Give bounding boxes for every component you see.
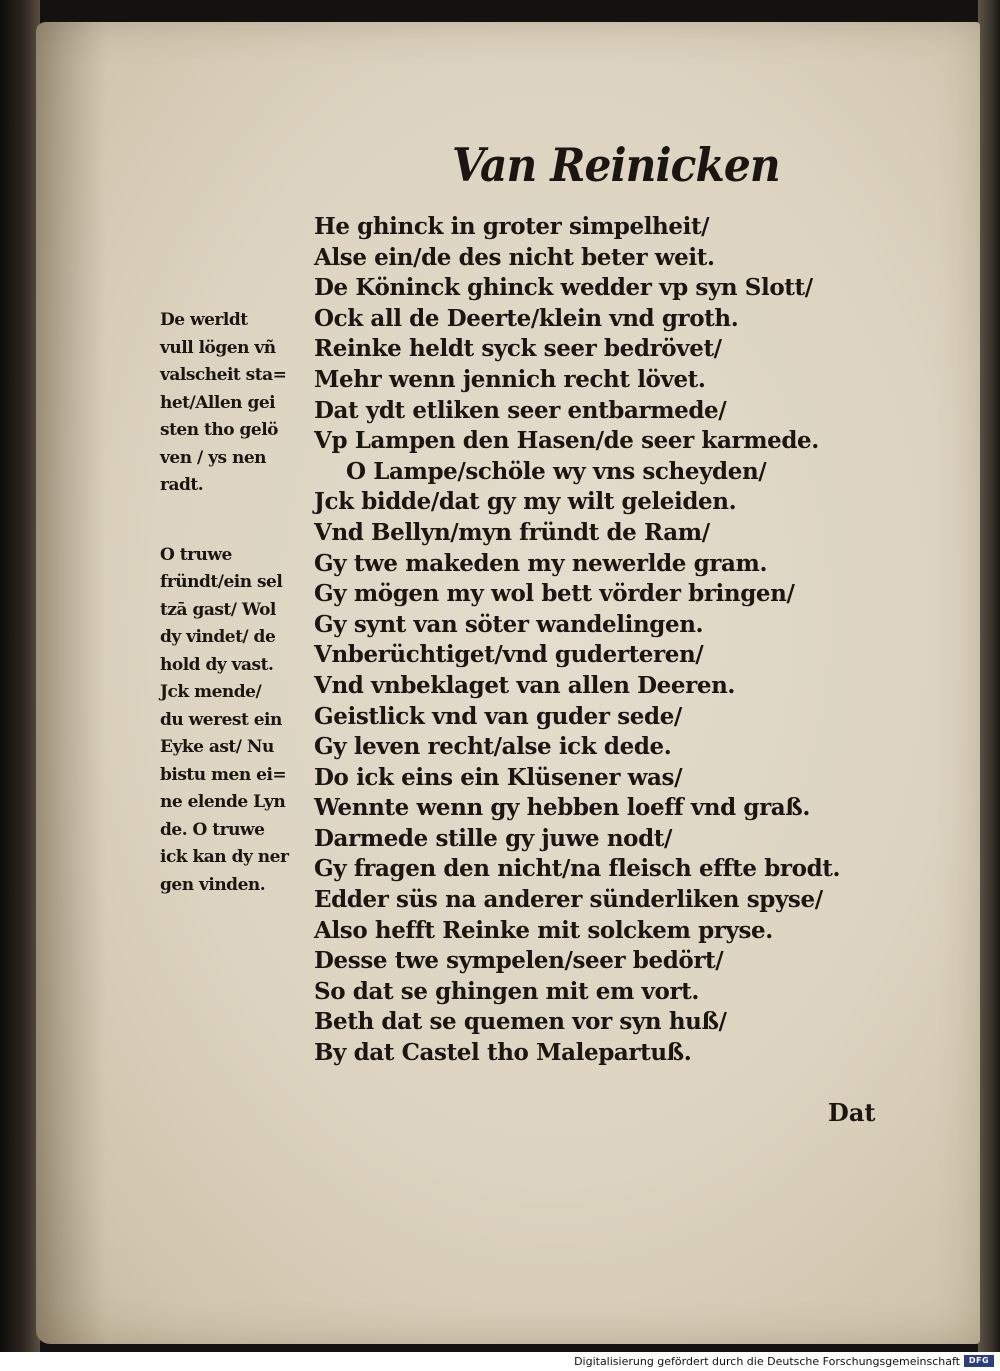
- verse-line: So dat se ghingen mit em vort.: [314, 977, 700, 1005]
- verse-line: Edder süs na anderer sünderliken spyse/: [314, 886, 823, 914]
- verse-line: Desse twe sympelen/seer bedört/: [314, 947, 724, 975]
- verse-line: Gy synt van söter wandelingen.: [314, 610, 704, 638]
- verse-text: [314, 212, 840, 1069]
- verse-line: Do ick eins ein Klüsener was/: [314, 763, 683, 791]
- marginal-note: [160, 307, 288, 500]
- verse-line: Gy twe makeden my newerlde gram.: [314, 549, 768, 577]
- verse-line: Gy mögen my wol bett vörder bringen/: [314, 580, 795, 608]
- binding-edge: [978, 0, 1000, 1352]
- note-line: gen vinden.: [160, 874, 266, 895]
- book-edge: [0, 0, 40, 1352]
- verse-line: Mehr wenn jennich recht lövet.: [314, 365, 706, 393]
- verse-line: O Lampe/schöle wy vns scheyden/: [346, 457, 767, 485]
- note-line: tzā gast/ Wol: [160, 599, 276, 620]
- note-line: Eyke ast/ Nu: [160, 737, 274, 757]
- verse-line: He ghinck in groter simpelheit/: [314, 213, 710, 240]
- verse-line: Wennte wenn gy hebben loeff vnd graß.: [314, 794, 810, 822]
- verse-line: De Köninck ghinck wedder vp syn Slott/: [314, 274, 813, 302]
- note-line: du werest ein: [160, 709, 282, 730]
- catchword: Dat: [828, 1098, 876, 1127]
- note-line: dy vindet/ de: [160, 627, 276, 647]
- note-line: Jck mende/: [160, 682, 262, 702]
- note-line: vull lögen vñ: [160, 337, 276, 358]
- note-line: valscheit sta=: [160, 365, 287, 385]
- note-line: bistu men ei=: [160, 764, 287, 785]
- note-line: sten tho gelö: [160, 420, 278, 440]
- verse-line: Dat ydt etliken seer entbarmede/: [314, 396, 727, 424]
- verse-line: Gy fragen den nicht/na fleisch effte brodt.: [314, 855, 841, 883]
- verse-line: Reinke heldt syck seer bedrövet/: [314, 335, 722, 363]
- verse-line: Gy leven recht/alse ick dede.: [314, 733, 672, 761]
- note-line: het/Allen gei: [160, 392, 276, 413]
- verse-line: Beth dat se quemen vor syn huß/: [314, 1008, 727, 1036]
- running-head: Van Reinicken: [452, 138, 780, 192]
- verse-line: Also hefft Reinke mit solckem pryse.: [314, 916, 773, 944]
- verse-line: Jck bidde/dat gy my wilt geleiden.: [314, 488, 737, 516]
- verse-line: Vnd Bellyn/myn fründt de Ram/: [314, 518, 710, 546]
- marginal-notes: [160, 307, 288, 899]
- verse-line: Vp Lampen den Hasen/de seer karmede.: [314, 427, 819, 455]
- note-line: radt.: [160, 475, 204, 495]
- note-line: ick kan dy ner: [160, 847, 289, 867]
- verse-line: Darmede stille gy juwe nodt/: [314, 824, 672, 852]
- verse-line: Alse ein/de des nicht beter weit.: [314, 243, 715, 271]
- note-line: hold dy vast.: [160, 654, 274, 675]
- verse-line: Geistlick vnd van guder sede/: [314, 702, 682, 730]
- verse-line: Ock all de Deerte/klein vnd groth.: [314, 304, 739, 332]
- note-line: ne elende Lyn: [160, 792, 286, 812]
- verse-line: Vnberüchtiget/vnd guderteren/: [314, 641, 704, 669]
- verse-line: By dat Castel tho Malepartuß.: [314, 1039, 692, 1067]
- footer-bar: [0, 1352, 1000, 1371]
- note-line: fründt/ein sel: [160, 572, 283, 592]
- dfg-logo: DFG: [964, 1355, 994, 1367]
- marginal-note: [160, 542, 288, 900]
- note-line: de. O truwe: [160, 819, 265, 840]
- note-line: ven / ys nen: [160, 447, 267, 468]
- page-shadow: [36, 22, 106, 1344]
- note-line: De werldt: [160, 310, 248, 330]
- funding-credit: Digitalisierung gefördert durch die Deutsche Forschungsgemeinschaft: [574, 1355, 960, 1368]
- note-line: O truwe: [160, 544, 232, 565]
- verse-line: Vnd vnbeklaget van allen Deeren.: [314, 671, 736, 699]
